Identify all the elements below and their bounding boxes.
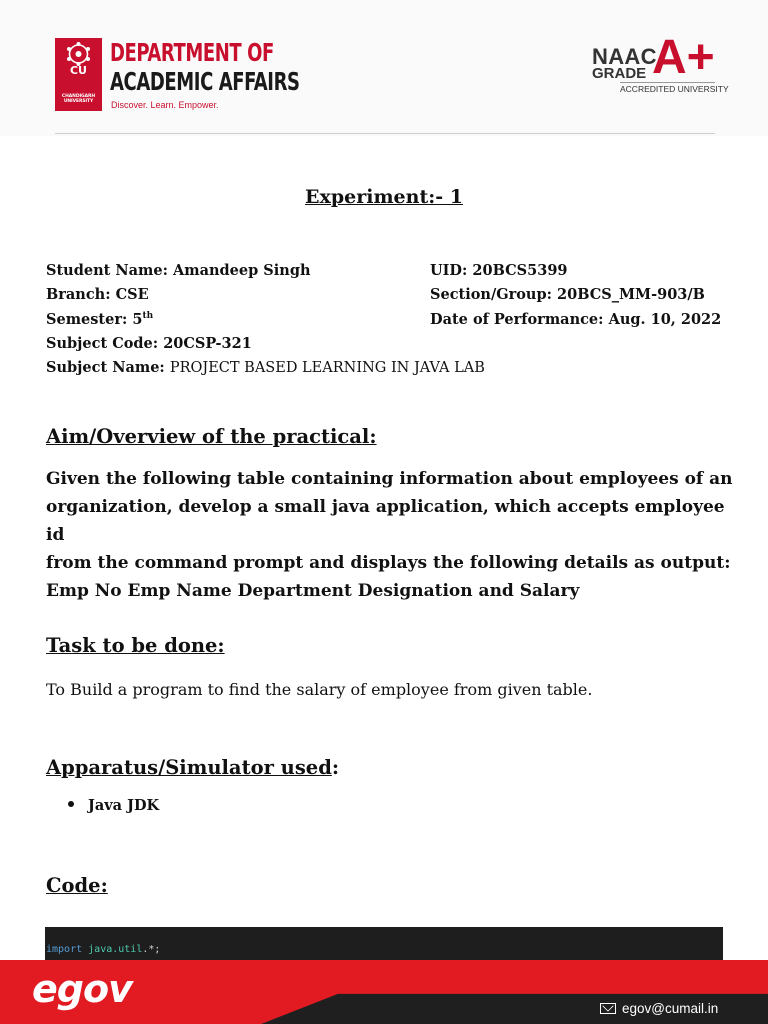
footer-email [600,1001,718,1016]
code-block [45,927,723,962]
header-divider [55,133,715,134]
apparatus-heading-colon: : [331,756,340,779]
code-line [46,944,160,955]
dept-title-line1: DEPARTMENT OF [110,38,274,67]
grade-value: A+ [652,31,715,84]
student-name-row [46,262,311,279]
dept-title-line2: ACADEMIC AFFAIRS [110,67,300,96]
aim-line: from the command prompt and displays the following details as output: [46,553,731,573]
uid-value: 20BCS5399 [472,262,568,279]
naac-divider [620,82,715,83]
dop-value: Aug. 10, 2022 [608,311,722,328]
aim-line: organization, develop a small java application, which accepts employee id [46,497,725,545]
subject-code-label: Subject Code: [46,335,159,352]
code-heading-text: Code: [46,874,108,897]
apparatus-heading [46,756,339,779]
section-row [430,286,705,303]
student-name-label: Student Name: [46,262,168,279]
cu-logo [55,38,102,111]
page-footer [0,960,768,1024]
page-header [0,0,768,136]
aim-line: Emp No Emp Name Department Designation and Salary [46,581,580,601]
cu-logo-sub: CHANDIGARH UNIVERSITY [61,94,96,104]
dop-label: Date of Performance: [430,311,604,328]
apparatus-heading-text: Apparatus/Simulator used [46,756,332,779]
subject-code-row [46,335,252,352]
branch-row [46,286,149,303]
subject-name-value: PROJECT BASED LEARNING IN JAVA LAB [169,360,485,376]
uid-label: UID: [430,262,468,279]
task-heading-text: Task to be done: [46,634,225,657]
task-heading [46,634,225,657]
semester-row [46,311,153,328]
subject-name-row [46,359,485,376]
section-value: 20BCS_MM-903/B [557,286,705,303]
mail-icon [600,1003,616,1014]
aim-paragraph [46,465,736,605]
code-keyword: import [46,944,83,955]
semester-value: 5 [132,311,143,328]
accredited-label: ACCREDITED UNIVERSITY [620,84,729,94]
code-heading [46,874,108,897]
footer-email-text: egov@cumail.in [622,1001,719,1016]
tagline: Discover. Learn. Empower. [111,100,219,110]
aim-line: Given the following table containing information about employees of an [46,469,733,489]
naac-label: NAAC [592,44,657,69]
cu-emblem-icon [61,42,96,66]
task-text: To Build a program to find the salary of employee from given table. [46,680,593,699]
semester-label: Semester: [46,311,128,328]
uid-row [430,262,568,279]
branch-value: CSE [115,286,149,303]
student-name-value: Amandeep Singh [173,262,311,279]
bullet-icon [68,801,74,807]
grade-label: GRADE [592,65,647,82]
experiment-title: Experiment:- 1 [305,186,463,208]
egov-logo: egov [32,967,132,1011]
code-identifier: java.util [88,944,143,955]
branch-label: Branch: [46,286,111,303]
aim-heading-text: Aim/Overview of the practical: [46,425,377,448]
subject-name-label: Subject Name: [46,359,165,376]
subject-code-value: 20CSP-321 [163,335,252,352]
date-of-performance-row [430,311,721,328]
section-label: Section/Group: [430,286,552,303]
apparatus-item-label: Java JDK [88,797,160,814]
semester-suffix: th [142,311,154,322]
cu-logo-abbr: CU [69,64,87,77]
aim-heading [46,425,377,448]
apparatus-list-item [68,797,159,814]
code-punctuation: .*; [142,944,161,955]
